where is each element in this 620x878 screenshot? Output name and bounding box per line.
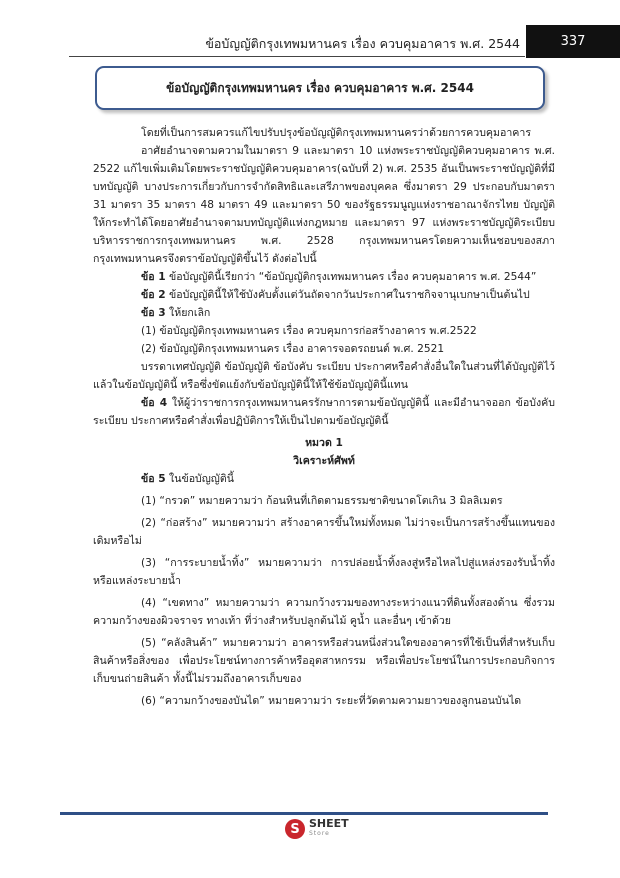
definition-4: (4) “เขตทาง” หมายความว่า ความกว้างรวมของทางระหว่างแนวที่ดินทั้งสองด้าน ซึ่งรวมความกว้างของผิวจราจร ทางเท้า ที่ว่างสำหรับปลูกต้นไม้ คูน้ำ และอื่นๆ เข้าด้วย <box>93 597 555 627</box>
section-2-text: ข้อบัญญัตินี้ให้ใช้บังคับตั้งแต่วันถัดจากวันประกาศในราชกิจจานุเบกษาเป็นต้นไป <box>165 289 530 301</box>
section-4 <box>93 394 555 430</box>
section-5-text: ในข้อบัญญัตินี้ <box>165 473 234 485</box>
section-3-label: ข้อ 3 <box>141 307 166 319</box>
section-3-tail: บรรดาเทศบัญญัติ ข้อบัญญัติ ข้อบังคับ ระเบียบ ประกาศหรือคำสั่งอื่นใดในส่วนที่ได้บัญญัติไว้แล้วในข้อบัญญัตินี้ หรือซึ่งขัดแย้งกับข้อบัญญัตินี้ให้ใช้ข้อบัญญัตินี้แทน <box>93 361 555 391</box>
section-4-text: ให้ผู้ว่าราชการกรุงเทพมหานครรักษาการตามข้อบัญญัตินี้ และมีอำนาจออก ข้อบังคับ ระเบียบ ประกาศหรือคำสั่งเพื่อปฏิบัติการให้เป็นไปตามข้อบัญญัตินี้ <box>93 397 555 427</box>
section-3-item-2: (2) ข้อบัญญัติกรุงเทพมหานคร เรื่อง อาคารจอดรถยนต์ พ.ศ. 2521 <box>141 343 445 355</box>
section-5 <box>93 470 555 488</box>
section-2 <box>93 286 555 304</box>
page-number-box <box>526 25 620 58</box>
document-body <box>93 124 555 710</box>
section-3-item-1: (1) ข้อบัญญัติกรุงเทพมหานคร เรื่อง ควบคุมการก่อสร้างอาคาร พ.ศ.2522 <box>141 325 477 337</box>
section-1-label: ข้อ 1 <box>141 271 166 283</box>
section-5-label: ข้อ 5 <box>141 473 166 485</box>
footer-divider <box>60 812 548 815</box>
logo-s-icon: S <box>285 819 305 839</box>
document-title: ข้อบัญญัติกรุงเทพมหานคร เรื่อง ควบคุมอาคาร พ.ศ. 2544 <box>166 80 474 95</box>
definition-5: (5) “คลังสินค้า” หมายความว่า อาคารหรือส่วนหนึ่งส่วนใดของอาคารที่ใช้เป็นที่สำหรับเก็บสินค้าหรือสิ่งของ เพื่อประโยชน์ทางการค้าหรืออุตสาหกรรม หรือเพื่อประโยชน์ในการประกอบกิจการเก็บขนถ่ายสินค้า ทั้งนี้ไม่รวมถึงอาคารเก็บของ <box>93 637 555 685</box>
section-4-label: ข้อ 4 <box>141 397 168 409</box>
page-number: 337 <box>560 34 586 49</box>
preamble-line: โดยที่เป็นการสมควรแก้ไขปรับปรุงข้อบัญญัติกรุงเทพมหานครว่าด้วยการควบคุมอาคาร <box>141 127 532 139</box>
section-3-text: ให้ยกเลิก <box>165 307 211 319</box>
logo-text: SHEET <box>309 817 349 830</box>
preamble-paragraph: อาศัยอำนาจตามความในมาตรา 9 และมาตรา 10 แห่งพระราชบัญญัติควบคุมอาคาร พ.ศ. 2522 แก้ไขเพิ่มเติมโดยพระราชบัญญัติควบคุมอาคาร(ฉบับที่ 2) พ.ศ. 2535 อันเป็นพระราชบัญญัติที่มีบทบัญญัติ บางประการเกี่ยวกับการจำกัดสิทธิและเสรีภาพของบุคคล ซึ่งมาตรา 29 ประกอบกับมาตรา 31 มาตรา 35 มาตรา 48 มาตรา 49 และมาตรา 50 ของรัฐธรรมนูญแห่งราชอาณาจักรไทย บัญญัติให้กระทำได้โดยอาศัยอำนาจตามบทบัญญัติแห่งกฎหมาย และมาตรา 97 แห่งพระราชบัญญัติระเบียบบริหารราชการกรุงเทพมหานคร พ.ศ. 2528 กรุงเทพมหานครโดยความเห็นชอบของสภากรุงเทพมหานครจึงตราข้อบัญญัติขึ้นไว้ ดังต่อไปนี้ <box>93 145 555 265</box>
logo-subtext: Store <box>309 830 330 837</box>
chapter-title: หมวด 1 <box>305 437 343 449</box>
section-1 <box>93 268 555 286</box>
section-3 <box>93 304 555 322</box>
section-2-label: ข้อ 2 <box>141 289 166 301</box>
header-divider <box>69 56 525 57</box>
sheet-store-logo <box>285 819 349 839</box>
document-title-box <box>95 66 545 110</box>
chapter-subtitle: วิเคราะห์ศัพท์ <box>293 455 355 467</box>
section-1-text: ข้อบัญญัตินี้เรียกว่า “ข้อบัญญัติกรุงเทพมหานคร เรื่อง ควบคุมอาคาร พ.ศ. 2544” <box>165 271 537 283</box>
running-header-title: ข้อบัญญัติกรุงเทพมหานคร เรื่อง ควบคุมอาคาร พ.ศ. 2544 <box>205 36 520 51</box>
logo-text-block <box>309 819 349 839</box>
definition-1: (1) “กรวด” หมายความว่า ก้อนหินที่เกิดตามธรรมชาติขนาดโตเกิน 3 มิลลิเมตร <box>141 495 503 507</box>
definition-2: (2) “ก่อสร้าง” หมายความว่า สร้างอาคารขึ้นใหม่ทั้งหมด ไม่ว่าจะเป็นการสร้างขึ้นแทนของเดิมหรือไม่ <box>93 517 555 547</box>
definition-6: (6) “ความกว้างของบันได” หมายความว่า ระยะที่วัดตามความยาวของลูกนอนบันได <box>141 695 522 707</box>
definition-3: (3) “การระบายน้ำทิ้ง” หมายความว่า การปล่อยน้ำทิ้งลงสู่หรือไหลไปสู่แหล่งรองรับน้ำทิ้งหรือแหล่งระบายน้ำ <box>93 557 555 587</box>
